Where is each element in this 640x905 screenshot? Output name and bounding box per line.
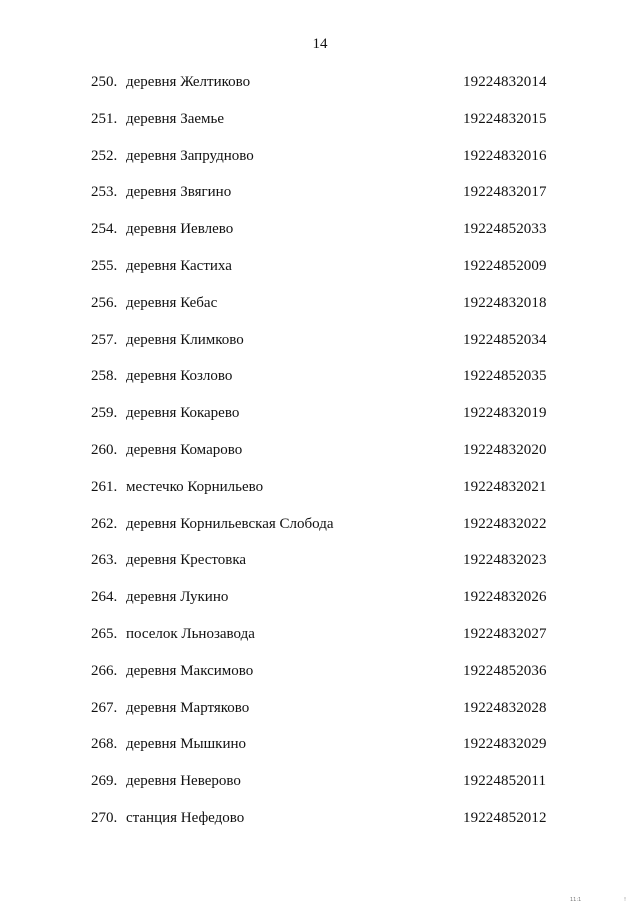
list-item [0,256,640,293]
list-item [0,293,640,330]
item-number: 255. [91,257,118,274]
item-number: 259. [91,405,118,422]
item-number: 250. [91,74,118,90]
item-number: 254. [91,221,118,238]
footer-scan-mark: 11:1 [570,897,582,903]
page-number: 14 [312,36,328,52]
oktmo-code: 19224852009 [463,257,547,274]
list-item [0,477,640,514]
settlement-name: деревня Мышкино [126,736,247,753]
list-item [0,514,640,551]
settlement-name: деревня Кокарево [126,405,240,422]
oktmo-code: 19224832016 [463,147,547,164]
settlement-name: деревня Запрудново [126,147,254,164]
oktmo-code: 19224832019 [463,405,547,422]
settlement-name: деревня Мартяково [126,699,250,716]
settlement-name: деревня Звягино [126,184,232,201]
item-number: 265. [91,625,118,642]
settlement-name: деревня Крестовка [126,552,247,569]
list-item [0,219,640,256]
settlement-list [0,72,640,845]
settlement-name: местечко Корнильево [126,478,264,495]
list-item [0,109,640,146]
oktmo-code: 19224832026 [463,589,547,606]
item-number: 251. [91,110,118,127]
list-item [0,550,640,587]
item-number: 256. [91,294,118,311]
settlement-name: деревня Комарово [126,441,243,458]
item-number: 268. [91,736,118,753]
item-number: 263. [91,552,118,569]
settlement-name: деревня Корнильевская Слобода [126,515,334,532]
list-item [0,182,640,219]
item-number: 262. [91,515,118,532]
item-number: 267. [91,699,118,716]
oktmo-code: 19224852036 [463,662,547,679]
item-number: 260. [91,441,118,458]
list-item [0,440,640,477]
oktmo-code: 19224832018 [463,294,547,311]
item-number: 258. [91,368,118,385]
item-number: 253. [91,184,118,201]
oktmo-code: 19224832017 [463,184,547,201]
settlement-name: деревня Иевлево [126,221,234,238]
oktmo-code: 19224832022 [463,515,547,532]
settlement-name: деревня Желтиково [126,74,251,90]
settlement-name: деревня Лукино [126,589,229,606]
list-item [0,698,640,735]
list-item [0,661,640,698]
list-item [0,624,640,661]
list-item [0,330,640,367]
item-number: 264. [91,589,118,606]
settlement-name: деревня Максимово [126,662,254,679]
list-item [0,146,640,183]
settlement-name: деревня Кебас [126,294,218,311]
oktmo-code: 19224852034 [463,331,547,348]
settlement-name: деревня Неверово [126,773,241,790]
settlement-name: деревня Заемье [126,110,225,127]
list-item [0,587,640,624]
item-number: 257. [91,331,118,348]
list-item [0,771,640,808]
oktmo-code: 19224852011 [463,773,547,790]
oktmo-code: 19224832023 [463,552,547,569]
list-item [0,366,640,403]
footer-scan-mark-right: ! [624,897,627,903]
list-item [0,808,640,845]
settlement-name: деревня Козлово [126,368,233,385]
oktmo-code: 19224852035 [463,368,547,385]
settlement-name: деревня Климково [126,331,244,348]
oktmo-code: 19224832020 [463,441,547,458]
oktmo-code: 19224832015 [463,110,547,127]
oktmo-code: 19224832027 [463,625,547,642]
oktmo-code: 19224832021 [463,478,547,495]
oktmo-code: 19224852012 [463,809,547,826]
item-number: 261. [91,478,118,495]
item-number: 266. [91,662,118,679]
item-number: 252. [91,147,118,164]
oktmo-code: 19224832029 [463,736,547,753]
item-number: 269. [91,773,118,790]
list-item [0,403,640,440]
settlement-name: деревня Кастиха [126,257,232,274]
item-number: 270. [91,809,118,826]
oktmo-code: 19224832014 [463,74,547,90]
oktmo-code: 19224852033 [463,221,547,238]
settlement-name: станция Нефедово [126,809,245,826]
settlement-name: поселок Льнозавода [126,625,255,642]
oktmo-code: 19224832028 [463,699,547,716]
list-item [0,734,640,771]
list-item [0,72,640,109]
